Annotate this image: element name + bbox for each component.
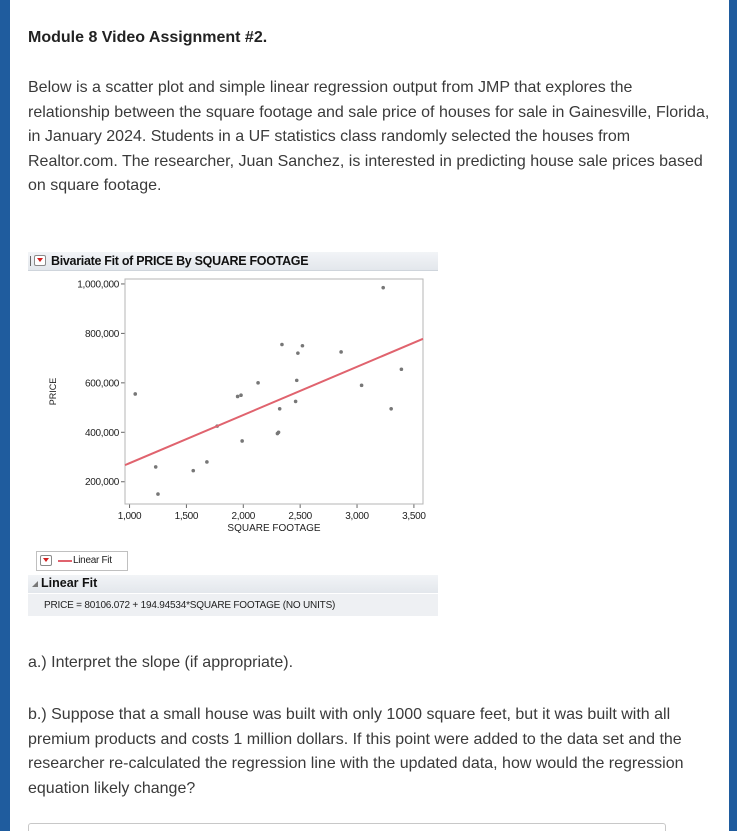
data-point [240, 439, 244, 443]
data-point [236, 395, 240, 399]
data-point [295, 379, 299, 383]
data-point [191, 469, 195, 473]
x-tick-label: 3,500 [402, 511, 426, 522]
scatter-plot [28, 271, 438, 551]
y-axis-label: PRICE [48, 377, 58, 406]
data-point [280, 343, 284, 347]
data-point [154, 465, 158, 469]
question-a: a.) Interpret the slope (if appropriate). [28, 654, 294, 671]
x-axis-label: SQUARE FOOTAGE [227, 523, 321, 534]
data-point [360, 384, 364, 388]
data-point [278, 407, 282, 411]
y-axis-ticks [77, 279, 125, 488]
data-point [239, 393, 243, 397]
legend-menu-icon[interactable] [40, 555, 52, 566]
y-tick-label: 800,000 [84, 328, 119, 340]
data-point [389, 407, 393, 411]
data-point [301, 344, 305, 348]
red-triangle-menu-icon[interactable] [34, 255, 46, 266]
linear-fit-line [125, 339, 423, 465]
disclosure-triangle-icon[interactable] [32, 581, 38, 587]
x-axis-ticks [118, 504, 427, 522]
data-point [381, 286, 385, 290]
jmp-report-title: Bivariate Fit of PRICE By SQUARE FOOTAGE [51, 254, 309, 268]
plot-frame [125, 279, 423, 504]
data-point [156, 492, 160, 496]
data-point [339, 350, 343, 354]
legend-label: Linear Fit [73, 555, 112, 566]
x-tick-label: 2,500 [288, 511, 312, 522]
y-tick-label: 200,000 [84, 477, 119, 489]
y-tick-label: 1,000,000 [77, 279, 119, 291]
data-points [133, 286, 403, 496]
data-point [294, 400, 298, 404]
jmp-report-header [28, 252, 438, 271]
data-point [133, 392, 137, 396]
data-point [400, 367, 404, 371]
data-point [256, 381, 260, 385]
x-tick-label: 2,000 [231, 511, 256, 522]
answer-textbox[interactable] [28, 823, 666, 831]
regression-equation: PRICE = 80106.072 + 194.94534*SQUARE FOOTAGE (NO UNITS) [44, 600, 336, 611]
y-tick-label: 600,000 [84, 378, 119, 390]
jmp-report [28, 251, 438, 617]
legend-line-swatch [58, 560, 72, 562]
intro-paragraph: Below is a scatter plot and simple linear regression output from JMP that explores the relationship between the square footage and sale price of houses for sale in Gainesville, Florida, in January 2024. Students in a UF statistics class randomly selected the houses from Realtor.com. The researcher, Juan Sanchez, is interested in predicting house sale prices based on square footage. [28, 79, 710, 194]
assignment-page [10, 0, 729, 831]
linear-fit-title: Linear Fit [41, 576, 98, 590]
assignment-title: Module 8 Video Assignment #2. [28, 29, 268, 46]
y-tick-label: 400,000 [84, 427, 119, 439]
linear-fit-header[interactable] [28, 575, 438, 593]
legend-box [36, 551, 128, 571]
x-tick-label: 1,000 [117, 511, 142, 522]
x-tick-label: 3,000 [345, 511, 369, 522]
data-point [277, 430, 281, 434]
outline-handle[interactable] [30, 256, 31, 266]
data-point [205, 460, 209, 464]
x-tick-label: 1,500 [174, 511, 199, 522]
question-b: b.) Suppose that a small house was built with only 1000 square feet, but it was built with all premium products and costs 1 million dollars. If this point were added to the data set and the researcher re-calculated the regression line with the updated data, how would the regression equation likely change? [28, 706, 684, 797]
data-point [296, 351, 300, 355]
